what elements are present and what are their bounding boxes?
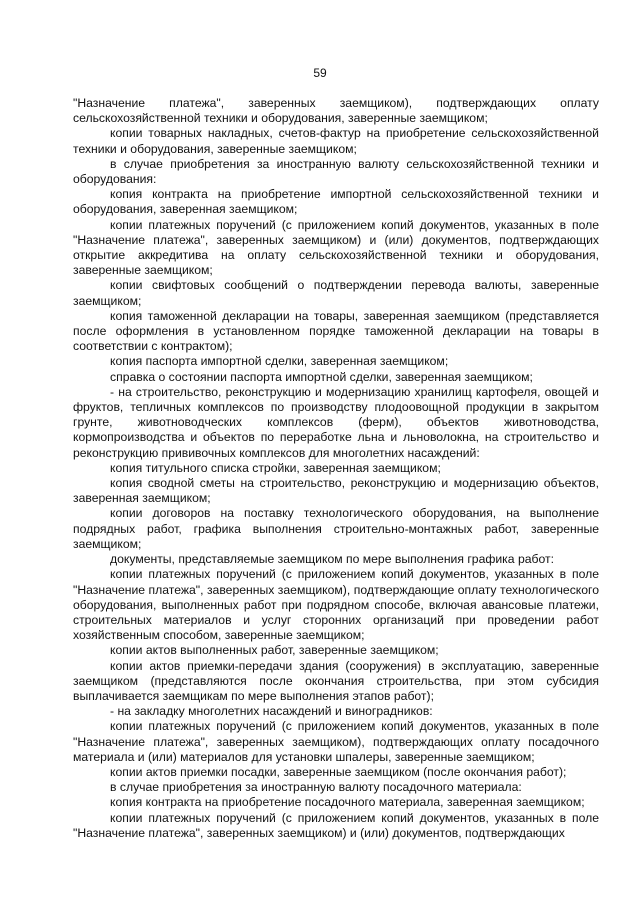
paragraph: копии платежных поручений (с приложением копий документов, указанных в поле "Назначение платежа", заверенных заемщиком), подтверждающих оплату посадочного материала и (или) материалов для установки шпалеры, заверенные заемщиком; (73, 719, 599, 764)
paragraph: справка о состоянии паспорта импортной сделки, заверенная заемщиком; (110, 369, 533, 384)
paragraph: копия паспорта импортной сделки, заверенная заемщиком; (110, 354, 449, 369)
paragraph: документы, представляемые заемщиком по мере выполнения графика работ: (110, 552, 554, 567)
paragraph: копия таможенной декларации на товары, заверенная заемщиком (представляется после оформления в установленном порядке таможенной декларации на товары в соответствии с контрактом); (73, 308, 599, 354)
paragraph: копия сводной сметы на строительство, реконструкцию и модернизацию объектов, заверенная заемщиком; (73, 476, 599, 506)
paragraph: копии актов приемки-передачи здания (сооружения) в эксплуатацию, заверенные заемщиком (представляются после окончания строительства, при этом субсидия выплачивается заемщикам по мере выполнения этапов работ); (73, 658, 599, 703)
paragraph: - на строительство, реконструкцию и модернизацию хранилищ картофеля, овощей и фруктов, тепличных комплексов по производству плодоовощной продукции в закрытом грунте, животноводческих комплексов (ферм), объектов животноводства, кормопроизводства и объектов по переработке льна и льноволокна, на строительство и реконструкцию прививочных комплексов для многолетних насаждений: (73, 384, 599, 460)
paragraph: копии актов выполненных работ, заверенные заемщиком; (110, 643, 439, 658)
paragraph: - на закладку многолетних насаждений и виноградников: (110, 704, 433, 719)
paragraph: "Назначение платежа", заверенных заемщиком), подтверждающих оплату сельскохозяйственной техники и оборудования, заверенные заемщиком; (73, 96, 599, 126)
paragraph: копии платежных поручений (с приложением копий документов, указанных в поле "Назначение платежа", заверенных заемщиком) и (или) документов, подтверждающих открытие аккредитива на оплату сельскохозяйственной техники и оборудования, заверенные заемщиком; (73, 217, 599, 278)
paragraph: копии платежных поручений (с приложением копий документов, указанных в поле "Назначение платежа", заверенных заемщиком), подтверждающие оплату технологического оборудования, выполненных работ при подрядном способе, включая авансовые платежи, строительных материалов и услуг сторонних организаций при проведении работ хозяйственным способом, заверенные заемщиком; (73, 567, 599, 643)
paragraph: в случае приобретения за иностранную валюту посадочного материала: (110, 780, 522, 795)
paragraph: в случае приобретения за иностранную валюту сельскохозяйственной техники и оборудования: (73, 156, 599, 187)
page-number: 59 (313, 66, 327, 80)
paragraph: копии актов приемки посадки, заверенные заемщиком (после окончания работ); (110, 764, 567, 779)
paragraph: копия титульного списка стройки, заверенная заемщиком; (110, 460, 441, 475)
paragraph: копия контракта на приобретение импортной сельскохозяйственной техники и оборудования, заверенная заемщиком; (73, 187, 599, 217)
paragraph: копии товарных накладных, счетов-фактур на приобретение сельскохозяйственной техники и оборудования, заверенные заемщиком; (73, 126, 599, 156)
paragraph: копия контракта на приобретение посадочного материала, заверенная заемщиком; (110, 795, 585, 810)
paragraph: копии свифтовых сообщений о подтверждении перевода валюты, заверенные заемщиком; (73, 278, 599, 308)
paragraph: копии договоров на поставку технологического оборудования, на выполнение подрядных работ, графика выполнения строительно-монтажных работ, заверенные заемщиком; (73, 506, 599, 551)
document-body (73, 96, 599, 841)
paragraph: копии платежных поручений (с приложением копий документов, указанных в поле "Назначение платежа", заверенных заемщиком) и (или) документов, подтверждающих (73, 810, 599, 840)
